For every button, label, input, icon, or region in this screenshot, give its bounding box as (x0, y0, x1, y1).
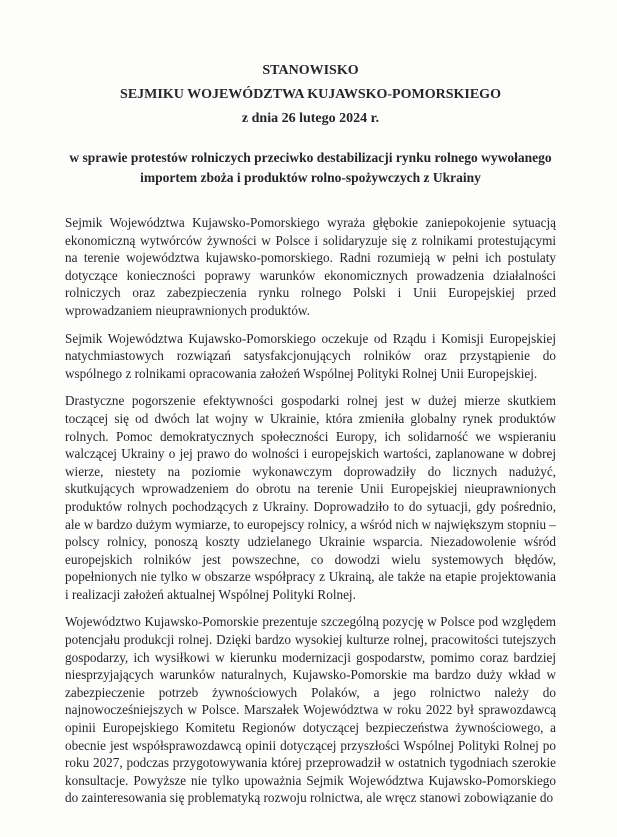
body-paragraph-4: Województwo Kujawsko-Pomorskie prezentuje szczególną pozycję w Polsce pod względem potencjału produkcji rolnej. Dzięki bardzo wysokiej kulturze rolnej, pracowitości tutejszych gospodarzy, ich wysiłkowi w kierunku modernizacji gospodarstw, pomimo coraz bardziej niesprzyjających warunków naturalnych, Kujawsko-Pomorskie ma bardzo duży wkład w zabezpieczenie potrzeb żywnościowych Polaków, a jego rolnictwo należy do najnowocześniejszych w Polsce. Marszałek Województwa w roku 2022 był sprawozdawcą opinii Europejskiego Komitetu Regionów dotyczącej bezpieczeństwa żywnościowego, a obecnie jest współsprawozdawcą opinii dotyczącej przyszłości Wspólnej Polityki Rolnej po roku 2027, podczas przygotowywania której przeprowadził w ostatnich tygodniach szerokie konsultacje. Powyższe nie tylko upoważnia Sejmik Województwa Kujawsko-Pomorskiego do zainteresowania się problematyką rozwoju rolnictwa, ale wręcz stanowi zobowiązanie do (65, 614, 556, 806)
document-body (65, 214, 556, 807)
body-paragraph-2: Sejmik Województwa Kujawsko-Pomorskiego oczekuje od Rządu i Komisji Europejskiej natychmiastowych rozwiązań satysfakcjonujących rolników oraz przystąpienie do wspólnego z rolnikami opracowania założeń Wspólnej Polityki Rolnej Unii Europejskiej. (65, 330, 556, 381)
body-paragraph-3: Drastyczne pogorszenie efektywności gospodarki rolnej jest w dużej mierze skutkiem toczącej się od dwóch lat wojny w Ukrainie, która zmieniła globalny rynek produktów rolnych. Pomoc demokratycznych społeczności Europy, ich solidarność we wspieraniu walczącej Ukrainy o jej prawo do wolności i europejskich wartości, zaplanowane w dobrej wierze, niestety na poziomie wykonawczym doprowadziły do licznych nadużyć, skutkujących wprowadzeniem do obrotu na terenie Unii Europejskiej nieuprawnionych produktów rolnych pochodzących z Ukrainy. Doprowadziło to do sytuacji, gdy pośrednio, ale w bardzo dużym wymiarze, to europejscy rolnicy, a wśród nich w największym stopniu – polscy rolnicy, ponoszą koszty udzielanego Ukrainie wsparcia. Niezadowolenie wśród europejskich rolników jest powszechne, co dowodzi wielu systemowych błędów, popełnionych nie tylko w obszarze współpracy z Ukrainą, ale także na etapie projektowania i realizacji założeń aktualnej Wspólnej Polityki Rolnej. (65, 393, 556, 602)
document-header (65, 59, 556, 131)
document-date-line: z dnia 26 lutego 2024 r. (241, 111, 380, 126)
body-paragraph-1: Sejmik Województwa Kujawsko-Pomorskiego wyraża głębokie zaniepokojenie sytuacją ekonomiczną wytwórców żywności w Polsce i solidaryzuje się z rolnikami protestującymi na terenie województwa kujawsko-pomorskiego. Radni rozumieją w pełni ich postulaty dotyczące konieczności poprawy warunków ekonomicznych prowadzenia działalności rolniczych oraz zabezpieczenia rynku rolnego Polski i Unii Europejskiej przed wprowadzaniem nieuprawnionych produktów. (65, 215, 556, 318)
subject-line-1: w sprawie protestów rolniczych przeciwko destabilizacji rynku rolnego wywołanego (69, 150, 552, 165)
document-subject (65, 148, 556, 188)
document-kind-title: STANOWISKO (262, 63, 359, 78)
subject-line-2: importem zboża i produktów rolno-spożywczych z Ukrainy (140, 170, 481, 185)
document-issuer-title: SEJMIKU WOJEWÓDZTWA KUJAWSKO-POMORSKIEGO (120, 87, 501, 102)
